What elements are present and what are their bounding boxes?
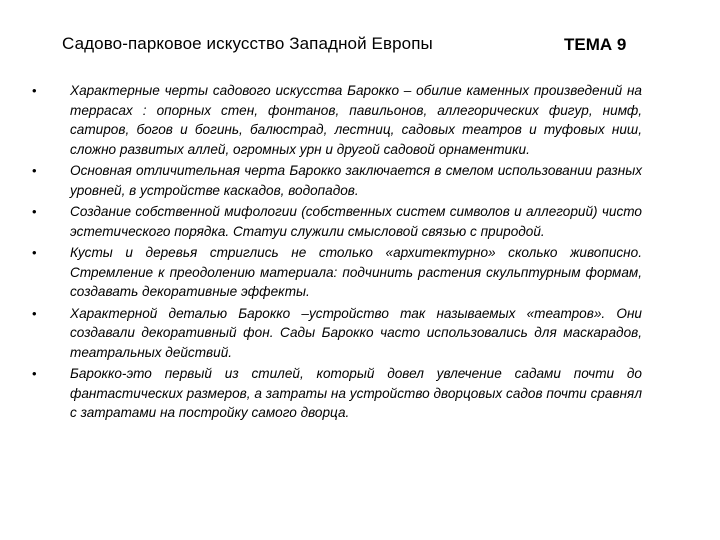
bullet-item bbox=[32, 364, 642, 423]
bullet-text: Создание собственной мифологии (собственных систем символов и аллегорий) чисто эстетического порядка. Статуи служили смысловой связью с природой. bbox=[70, 204, 642, 239]
slide-title: Садово-парковое искусство Западной Европы bbox=[62, 34, 433, 53]
bullet-item bbox=[32, 304, 642, 363]
bullet-item bbox=[32, 243, 642, 302]
bullet-text: Характерной деталью Барокко –устройство так называемых «театров». Они создавали декоративный фон. Сады Барокко часто использовались для маскарадов, театральных действий. bbox=[70, 305, 642, 360]
topic-label: ТЕМА 9 bbox=[564, 35, 627, 54]
bullet-text: Характерные черты садового искусства Барокко – обилие каменных произведений на террасах : опорных стен, фонтанов, павильонов, аллегорических фигур, нимф, сатиров, богов и богинь, балюстрад, лестниц, садовых театров и туфовых ниш, сложно развитых аллей, огромных урн и другой садовой орнаментики. bbox=[70, 83, 642, 157]
bullet-marker: • bbox=[32, 204, 37, 219]
bullet-text: Основная отличительная черта Барокко заключается в смелом использовании разных уровней, в устройстве каскадов, водопадов. bbox=[70, 163, 642, 198]
bullet-text: Кусты и деревья стриглись не столько «архитектурно» сколько живописно. Стремление к преодолению материала: подчинить растения скульптурным формам, создавать декоративные эффекты. bbox=[70, 245, 642, 299]
bullet-list bbox=[32, 81, 642, 423]
bullet-marker: • bbox=[32, 245, 37, 260]
bullet-item bbox=[32, 161, 642, 200]
bullet-item bbox=[32, 202, 642, 241]
bullet-item bbox=[32, 81, 642, 159]
bullet-marker: • bbox=[32, 163, 37, 178]
bullet-text: Барокко-это первый из стилей, который довел увлечение садами почти до фантастических размеров, а затраты на устройство дворцовых садов почти сравнял с затратами на постройку самого дворца. bbox=[70, 366, 642, 420]
bullet-marker: • bbox=[32, 305, 37, 321]
bullet-marker: • bbox=[32, 366, 37, 381]
bullet-marker: • bbox=[32, 83, 37, 98]
